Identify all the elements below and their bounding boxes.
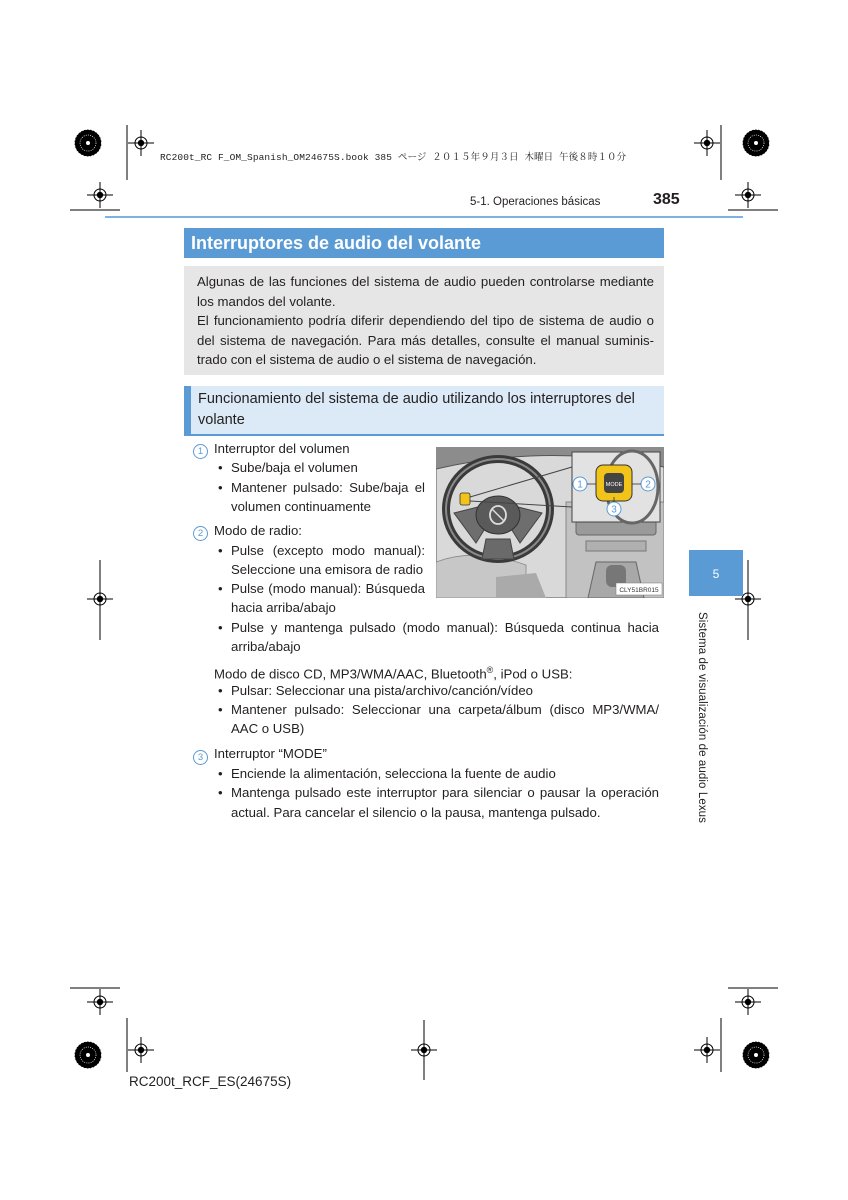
page-title: Interruptores de audio del volante	[184, 228, 664, 258]
item-2-bullet-1-line-2: Seleccione una emisora de radio	[231, 562, 424, 577]
figure-code: CLY51BR015	[619, 587, 659, 594]
bullet: •	[218, 702, 223, 717]
callout-2: 2	[645, 479, 651, 491]
item-1-title: Interruptor del volumen	[214, 441, 350, 456]
item-2-bullet-2-line-2: hacia arriba/abajo	[231, 600, 336, 615]
footer-code: RC200t_RCF_ES(24675S)	[129, 1074, 292, 1089]
item-1-bullet-1: Sube/baja el volumen	[231, 460, 358, 475]
item-3-number: 3	[193, 746, 208, 766]
item-1-bullet-2-line-2: volumen continuamente	[231, 499, 372, 514]
bullet: •	[218, 766, 223, 781]
item-2-bullet-1-line-1: Pulse (excepto modo manual):	[231, 543, 425, 558]
header-rule	[105, 216, 743, 218]
item-2-bullet-3-line-2: arriba/abajo	[231, 639, 301, 654]
bullet: •	[218, 460, 223, 475]
bullet: •	[218, 581, 223, 596]
item-2-cd-bullet-2-line-2: AAC o USB)	[231, 721, 305, 736]
item-2-cd-bullet-2-line-1: Mantener pulsado: Seleccionar una carpeta/álbum (disco MP3/WMA/	[231, 702, 659, 717]
bullet: •	[218, 620, 223, 635]
item-3-bullet-2-line-1: Mantenga pulsado este interruptor para silenciar o pausar la operación	[231, 785, 659, 800]
intro-box	[184, 266, 664, 375]
bullet: •	[218, 785, 223, 800]
item-1-bullet-2-line-1: Mantener pulsado: Sube/baja el	[231, 480, 425, 495]
item-2-number: 2	[193, 522, 208, 542]
subheading: Funcionamiento del sistema de audio utilizando los interruptores del volante	[184, 386, 664, 434]
item-2-bullet-2-line-1: Pulse (modo manual): Búsqueda	[231, 581, 425, 596]
bullet: •	[218, 480, 223, 495]
section-label: 5-1. Operaciones básicas	[470, 196, 601, 208]
chapter-title-vertical: Sistema de visualización de audio Lexus	[696, 612, 708, 824]
item-1-number: 1	[193, 440, 208, 460]
item-3-title: Interruptor “MODE”	[214, 746, 327, 761]
intro-paragraph-2: El funcionamiento podría diferir dependiendo del tipo de sistema de audio o del sistema de navegación. Para más detalles, consulte el manual suminis-trado con el sistema de audio o el sistema de navegación.	[197, 313, 654, 368]
item-2-cd-bullet-1: Pulsar: Seleccionar una pista/archivo/canción/vídeo	[231, 683, 534, 698]
callout-1: 1	[577, 479, 583, 491]
mode-button-label: MODE	[605, 482, 623, 488]
callout-3: 3	[611, 504, 617, 516]
item-2-cd-mode-heading: Modo de disco CD, MP3/WMA/AAC, Bluetooth®, iPod o USB:	[214, 665, 573, 682]
item-3-bullet-2-line-2: actual. Para cancelar el silencio o la pausa, mantenga pulsado.	[231, 805, 601, 820]
subheading-rule	[184, 434, 664, 436]
intro-paragraph-1: Algunas de las funciones del sistema de audio pueden controlarse mediante los mandos del volante.	[197, 274, 654, 309]
bullet: •	[218, 543, 223, 558]
steering-wheel-illustration	[436, 447, 664, 598]
item-3-bullet-1: Enciende la alimentación, selecciona la fuente de audio	[231, 766, 556, 781]
item-2-bullet-3-line-1: Pulse y mantenga pulsado (modo manual): Búsqueda continua hacia	[231, 620, 659, 635]
bullet: •	[218, 683, 223, 698]
page-number: 385	[653, 191, 680, 208]
item-2-title: Modo de radio:	[214, 523, 302, 538]
chapter-tab: 5	[689, 550, 743, 596]
print-header: RC200t_RC F_OM_Spanish_OM24675S.book 385 ページ ２０１５年９月３日 木曜日 午後８時１０分	[160, 152, 627, 163]
